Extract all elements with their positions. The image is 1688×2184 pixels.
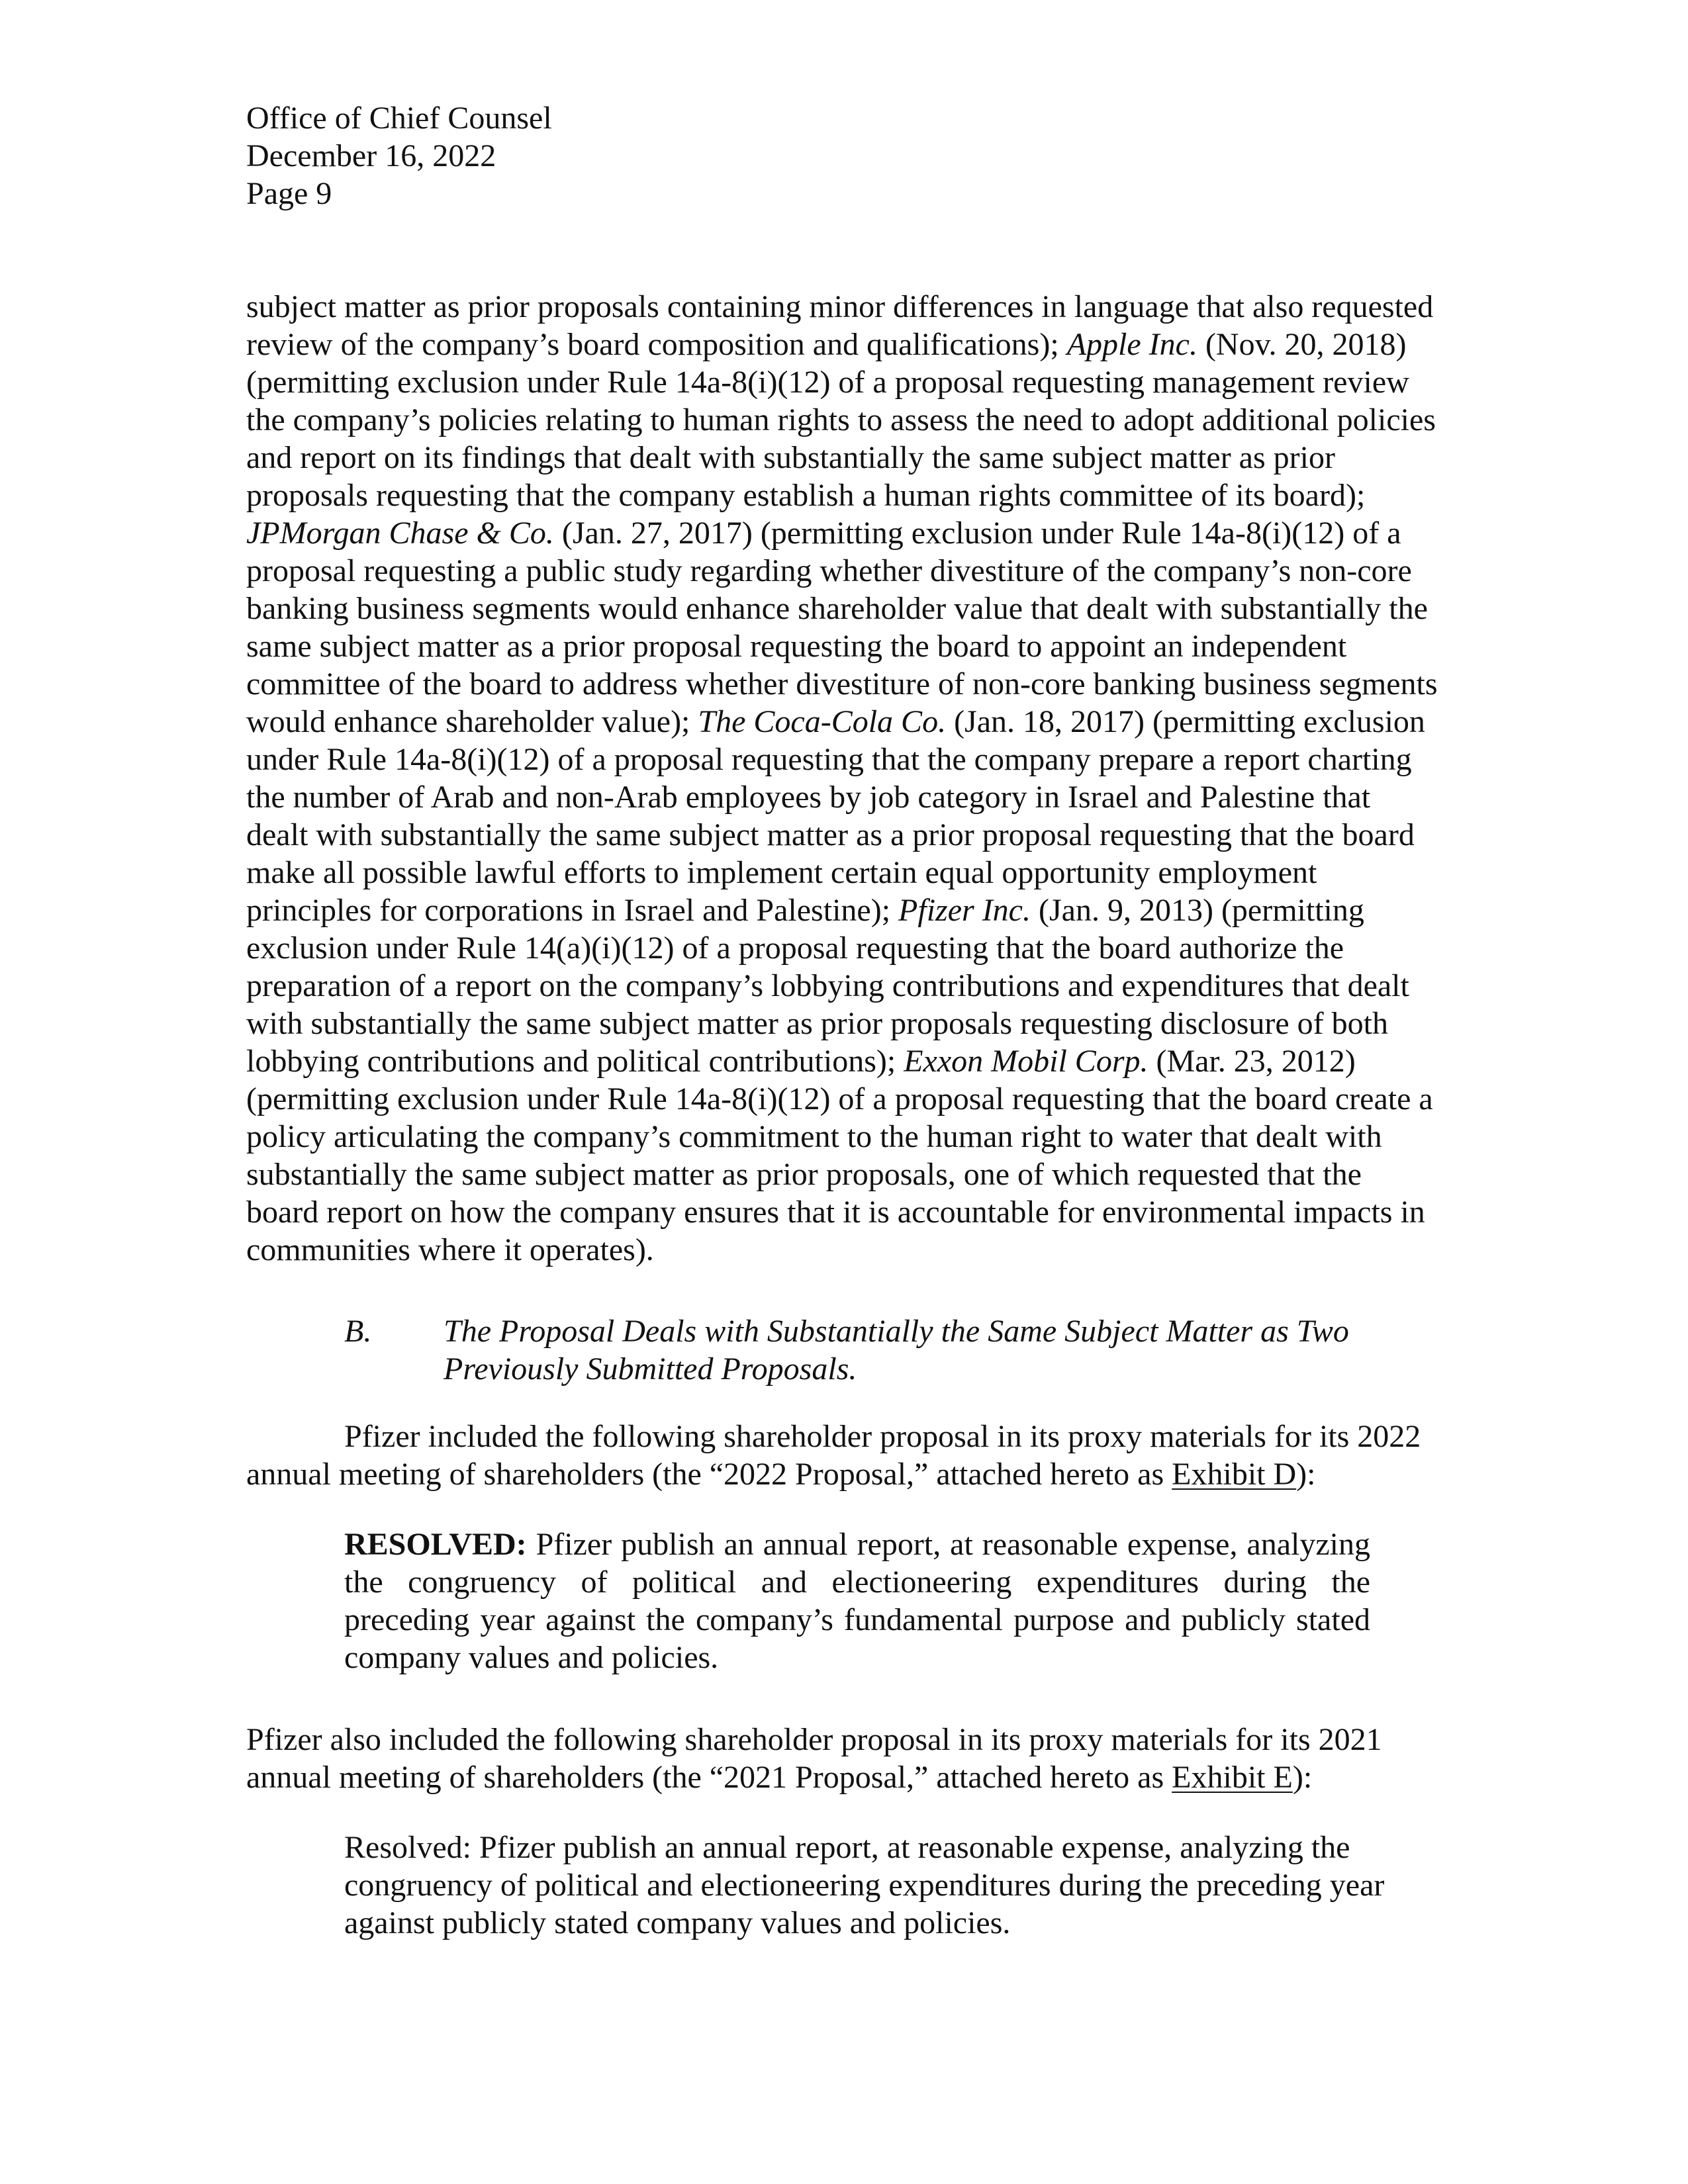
text-span: (Nov. 20, 2018) [1197, 327, 1407, 362]
header-recipient: Office of Chief Counsel [246, 101, 552, 136]
text-line: with substantially the same subject matter as prior proposals requesting disclosure of both [246, 1006, 1388, 1041]
paragraph-2021-proposal [246, 1721, 1491, 1796]
text-line: and report on its findings that dealt with substantially the same subject matter as prior [246, 440, 1335, 475]
text-span: annual meeting of shareholders (the “2022 Proposal,” attached hereto as [246, 1457, 1172, 1492]
case-name: Pfizer Inc. [898, 893, 1031, 928]
text-line: communities where it operates). [246, 1232, 654, 1267]
text-line: preparation of a report on the company’s lobbying contributions and expenditures that dealt [246, 968, 1409, 1003]
quote-2022-proposal [344, 1525, 1370, 1676]
text-line: banking business segments would enhance shareholder value that dealt with substantially the [246, 591, 1428, 626]
text-span: lobbying contributions and political contributions); [246, 1044, 904, 1079]
resolved-label: RESOLVED: [344, 1527, 527, 1562]
quote-line: against publicly stated company values and policies. [344, 1905, 1011, 1940]
quote-line: congruency of political and electioneering expenditures during the preceding year [344, 1868, 1385, 1903]
text-span: (Jan. 18, 2017) (permitting exclusion [946, 704, 1425, 739]
quote-line: Resolved: Pfizer publish an annual report, at reasonable expense, analyzing the [344, 1830, 1350, 1865]
quote-line: the congruency of political and electioneering expenditures during the [344, 1565, 1370, 1600]
text-span: (Jan. 27, 2017) (permitting exclusion under Rule 14a-8(i)(12) of a [553, 516, 1401, 551]
text-line [246, 1042, 1491, 1080]
case-name: Exxon Mobil Corp. [904, 1044, 1149, 1079]
text-span: annual meeting of shareholders (the “2021 Proposal,” attached hereto as [246, 1760, 1172, 1795]
text-span: ): [1296, 1457, 1316, 1492]
text-span: would enhance shareholder value); [246, 704, 698, 739]
text-line: exclusion under Rule 14(a)(i)(12) of a proposal requesting that the board authorize the [246, 931, 1344, 966]
text-line: same subject matter as a prior proposal requesting the board to appoint an independent [246, 629, 1347, 664]
text-line: (permitting exclusion under Rule 14a-8(i)(12) of a proposal requesting management review [246, 365, 1409, 400]
text-line: substantially the same subject matter as prior proposals, one of which requested that the [246, 1157, 1362, 1192]
text-span: review of the company’s board composition and qualifications); [246, 327, 1067, 362]
case-name: The Coca-Cola Co. [698, 704, 947, 739]
text-span: principles for corporations in Israel and Palestine); [246, 893, 899, 928]
text-line [246, 891, 1491, 929]
case-name: JPMorgan Chase & Co. [246, 516, 554, 551]
text-span: (Jan. 9, 2013) (permitting [1030, 893, 1364, 928]
exhibit-e-reference: Exhibit E [1172, 1760, 1293, 1795]
text-line: make all possible lawful efforts to implement certain equal opportunity employment [246, 855, 1317, 890]
section-title-line2: Previously Submitted Proposals. [444, 1351, 857, 1387]
quote-line: preceding year against the company’s fundamental purpose and publicly stated [344, 1602, 1370, 1637]
text-line: (permitting exclusion under Rule 14a-8(i)(12) of a proposal requesting that the board create a [246, 1081, 1433, 1116]
text-line [246, 1758, 1491, 1796]
text-line [246, 1455, 1491, 1493]
text-line [246, 514, 1491, 552]
text-line: proposals requesting that the company establish a human rights committee of its board); [246, 478, 1366, 513]
text-line: policy articulating the company’s commitment to the human right to water that dealt with [246, 1119, 1382, 1154]
text-line: the number of Arab and non-Arab employees by job category in Israel and Palestine that [246, 780, 1371, 815]
text-span: (Mar. 23, 2012) [1148, 1044, 1356, 1079]
text-line: the company’s policies relating to human rights to assess the need to adopt additional policies [246, 402, 1436, 437]
text-line: board report on how the company ensures that it is accountable for environmental impacts in [246, 1195, 1425, 1230]
precedent-paragraph [246, 288, 1491, 1269]
case-name: Apple Inc. [1066, 327, 1197, 362]
text-line: committee of the board to address whether divestiture of non-core banking business segments [246, 666, 1438, 702]
section-title-line1: The Proposal Deals with Substantially the Same Subject Matter as Two [444, 1314, 1349, 1349]
quote-line: company values and policies. [344, 1640, 719, 1675]
paragraph-2022-proposal [246, 1418, 1491, 1493]
header-page-number: Page 9 [246, 176, 332, 211]
section-letter: B. [344, 1314, 372, 1349]
text-span: Pfizer publish an annual report, at reasonable expense, analyzing [526, 1527, 1370, 1562]
text-line: under Rule 14a-8(i)(12) of a proposal requesting that the company prepare a report charting [246, 742, 1412, 777]
letter-header [246, 99, 552, 212]
text-line [246, 703, 1491, 741]
text-line: subject matter as prior proposals containing minor differences in language that also requested [246, 289, 1434, 324]
text-span: ): [1292, 1760, 1313, 1795]
exhibit-d-reference: Exhibit D [1172, 1457, 1297, 1492]
text-line: dealt with substantially the same subject matter as a prior proposal requesting that the board [246, 817, 1415, 852]
text-line: Pfizer included the following shareholder proposal in its proxy materials for its 2022 [344, 1419, 1421, 1454]
quote-line [344, 1525, 1370, 1563]
text-line: proposal requesting a public study regarding whether divestiture of the company’s non-core [246, 553, 1412, 588]
text-line: Pfizer also included the following shareholder proposal in its proxy materials for its 2021 [246, 1722, 1382, 1757]
text-line [246, 326, 1491, 363]
header-date: December 16, 2022 [246, 138, 496, 173]
quote-2021-proposal [344, 1829, 1470, 1942]
